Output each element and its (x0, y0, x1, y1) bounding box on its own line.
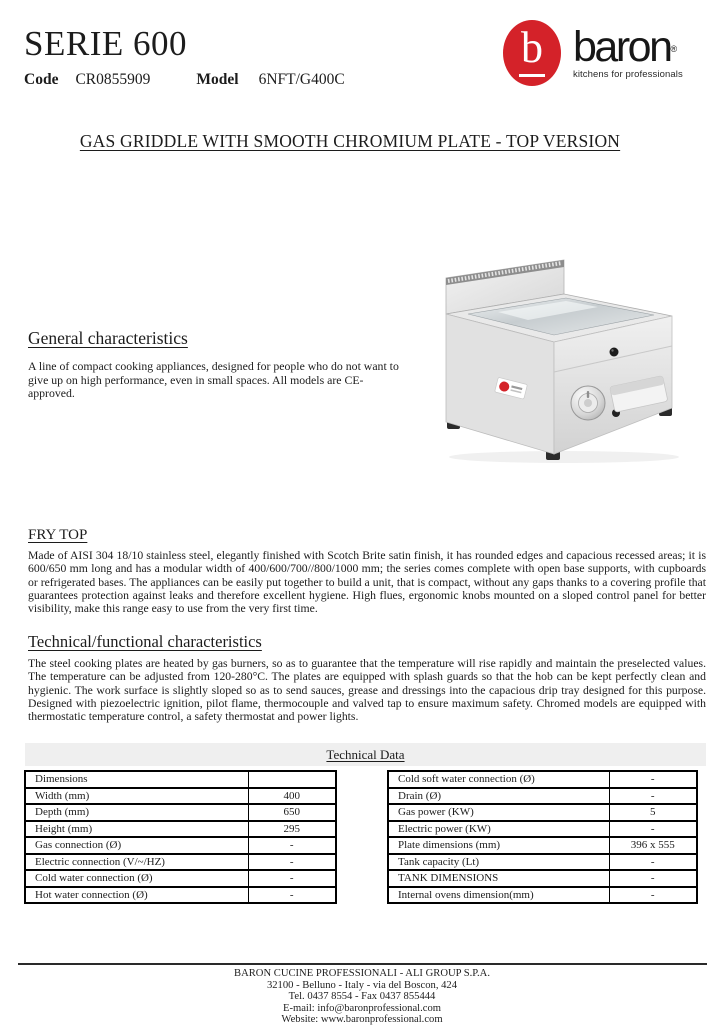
spec-value: - (609, 821, 697, 838)
general-characteristics-heading: General characteristics (28, 328, 188, 348)
spec-label: Cold soft water connection (Ø) (388, 771, 609, 788)
logo-brand-word: baron (573, 22, 671, 71)
spec-value: 295 (248, 821, 336, 838)
spec-label: Drain (Ø) (388, 788, 609, 805)
table-row (25, 821, 336, 838)
logo-tagline: kitchens for professionals (573, 68, 683, 80)
technical-data-table-left (24, 770, 337, 904)
spec-value: - (248, 854, 336, 871)
table-row (25, 788, 336, 805)
spec-value: - (248, 887, 336, 904)
footer-website-line: Website: www.baronprofessional.com (281, 1014, 443, 1026)
technical-data-table-right (387, 770, 698, 904)
spec-label: Width (mm) (25, 788, 248, 805)
table-row (388, 870, 697, 887)
spec-label: Plate dimensions (mm) (388, 837, 609, 854)
product-photo-gas-griddle (416, 250, 708, 466)
spec-value: - (609, 788, 697, 805)
spec-value: - (609, 771, 697, 788)
general-characteristics-text: A line of compact cooking appliances, designed for people who do not want to give up on high performance, even in small spaces. All models are CE-approved. (28, 359, 399, 401)
product-title: GAS GRIDDLE WITH SMOOTH CHROMIUM PLATE - TOP VERSION (79, 131, 621, 151)
code-label: Code (24, 71, 59, 88)
table-row (388, 788, 697, 805)
spec-label: Electric connection (V/~/HZ) (25, 854, 248, 871)
footer-address-line: 32100 - Belluno - Italy - via del Boscon, 424 (266, 979, 458, 991)
fry-top-text: Made of AISI 304 18/10 stainless steel, elegantly finished with Scotch Brite satin finish, it has rounded edges and capacious recessed areas; it is 600/650 mm long and has a modular width of 400/600/700//800/1000 mm; the series comes complete with open base supports, with cupboards or refrigerated bases. The appliances can be easily put together to build a unit, that is compact, without any gaps thanks to a covering profile that guarantees protection against leaks and therefore excellent hygiene. High flues, ergonomic knobs mounted on a sloped control panel for better visibility, make this range easy to use from the very first time. (28, 549, 706, 616)
logo-letter-b: b (521, 23, 543, 72)
footer (0, 968, 724, 1026)
registered-mark-icon: ® (670, 43, 678, 54)
logo-text (573, 22, 683, 80)
table-row (25, 837, 336, 854)
footer-email-line: E-mail: info@baronprofessional.com (282, 1002, 442, 1014)
spec-label: Dimensions (25, 771, 248, 788)
fry-top-heading: FRY TOP (28, 527, 88, 543)
spec-value (248, 771, 336, 788)
table-row (25, 804, 336, 821)
series-title: SERIE 600 (24, 24, 187, 63)
spec-label: Depth (mm) (25, 804, 248, 821)
spec-label: Internal ovens dimension(mm) (388, 887, 609, 904)
footer-phone-line: Tel. 0437 8554 - Fax 0437 855444 (288, 991, 436, 1003)
footer-company-line: BARON CUCINE PROFESSIONALI - ALI GROUP S.P.A. (234, 968, 490, 979)
baron-logo (503, 14, 703, 92)
model-value: 6NFT/G400C (258, 71, 345, 88)
technical-functional-heading: Technical/functional characteristics (28, 632, 262, 651)
spec-value: - (248, 837, 336, 854)
spec-value: 400 (248, 788, 336, 805)
spec-label: Height (mm) (25, 821, 248, 838)
footer-divider (18, 963, 707, 965)
table-row (388, 821, 697, 838)
technical-data-title: Technical Data (326, 746, 405, 762)
spec-value: - (609, 887, 697, 904)
spec-label: Tank capacity (Lt) (388, 854, 609, 871)
spec-value: - (609, 870, 697, 887)
table-row (388, 804, 697, 821)
table-row (388, 771, 697, 788)
logo-brand-name (573, 22, 683, 71)
spec-label: Cold water connection (Ø) (25, 870, 248, 887)
spec-label: Hot water connection (Ø) (25, 887, 248, 904)
technical-data-header-bar (25, 743, 706, 766)
code-model-line (24, 71, 345, 89)
spec-value: - (609, 854, 697, 871)
spec-value: 650 (248, 804, 336, 821)
model-label: Model (196, 71, 239, 88)
technical-functional-text: The steel cooking plates are heated by gas burners, so as to guarantee that the temperature will rise rapidly and maintain the preselected values. The temperature can be adjusted from 120-280°C. The plates are equipped with splash guards so that the hob can be kept perfectly clean and hygienic. The work surface is slightly sloped so as to send sauces, grease and dressings into the capacious drip tray designed for this purpose. Designed with piezoelectric ignition, pilot flame, thermocouple and valved tap to ensure maximum safety. Chromed models are equipped with thermostatic temperature control, a safety thermostat and power lights. (28, 657, 706, 724)
spec-value: 5 (609, 804, 697, 821)
table-row (25, 887, 336, 904)
table-row (388, 854, 697, 871)
table-row (25, 870, 336, 887)
table-row (388, 887, 697, 904)
spec-value: - (248, 870, 336, 887)
table-row (388, 837, 697, 854)
logo-b-underline (519, 74, 545, 77)
baron-logo-icon (503, 20, 561, 86)
table-row (25, 854, 336, 871)
spec-label: Electric power (KW) (388, 821, 609, 838)
code-value: CR0855909 (75, 71, 151, 88)
spec-value: 396 x 555 (609, 837, 697, 854)
spec-label: Gas connection (Ø) (25, 837, 248, 854)
table-row (25, 771, 336, 788)
spec-label: Gas power (KW) (388, 804, 609, 821)
spec-label: TANK DIMENSIONS (388, 870, 609, 887)
